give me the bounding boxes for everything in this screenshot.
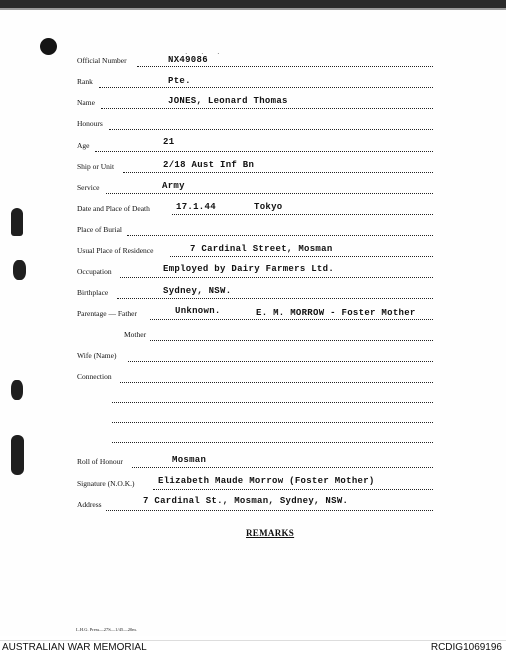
roll-value: Mosman [172,455,207,465]
rank-line [99,87,433,88]
punch-hole [40,38,57,55]
death-line [172,214,433,215]
father-line [150,319,433,320]
ship-value: 2/18 Aust Inf Bn [163,160,255,170]
father-value: Unknown. [175,306,221,316]
death-label: Date and Place of Death [77,204,150,213]
name-label: Name [77,98,95,107]
residence-label: Usual Place of Residence [77,246,154,255]
burial-label: Place of Burial [77,225,122,234]
archive-item-id: RCDIG1069196 [430,642,502,653]
residence-line [170,256,433,257]
death-date-value: 17.1.44 [176,202,216,212]
ship-line [123,172,433,173]
roll-label: Roll of Honour [77,457,123,466]
binder-clip-mark [11,208,23,236]
honours-label: Honours [77,119,103,128]
rank-label: Rank [77,77,93,86]
scan-specks: · · · [185,50,226,58]
archive-name: AUSTRALIAN WAR MEMORIAL [2,642,147,653]
address-line [106,510,433,511]
occupation-value: Employed by Dairy Farmers Ltd. [163,264,335,274]
birthplace-label: Birthplace [77,288,109,297]
address-label: Address [77,500,102,509]
age-value: 21 [163,137,175,147]
occupation-label: Occupation [77,267,112,276]
mother-label: Mother [124,330,147,339]
signature-value: Elizabeth Maude Morrow (Foster Mother) [158,476,375,486]
binder-clip-mark [11,380,23,400]
name-line [101,108,433,109]
rank-value: Pte. [168,76,191,86]
honours-line [109,129,433,130]
official-number-label: Official Number [77,56,127,65]
printer-imprint: L.H.G. Press—27S—1/45—20m. [76,627,137,632]
birthplace-line [117,298,433,299]
occupation-line [120,277,433,278]
remarks-heading: REMARKS [246,528,295,538]
official-number-value: NX49086 [168,55,208,65]
binder-clip-mark [11,435,24,475]
death-place-value: Tokyo [254,202,283,212]
address-value: 7 Cardinal St., Mosman, Sydney, NSW. [143,496,349,506]
signature-line [153,489,433,490]
ship-label: Ship or Unit [77,162,115,171]
roll-line [132,467,433,468]
connection-label: Connection [77,372,112,381]
wife-line [128,361,433,362]
age-line [95,151,433,152]
wife-label: Wife (Name) [77,351,117,360]
binder-clip-mark [13,260,26,280]
service-label: Service [77,183,100,192]
age-label: Age [77,141,90,150]
connection-line [120,382,433,383]
record-card [0,10,506,636]
birthplace-value: Sydney, NSW. [163,286,232,296]
archive-footer [0,640,506,655]
signature-label: Signature (N.O.K.) [77,479,135,488]
connection-line [112,442,433,443]
mother-line [150,340,433,341]
service-value: Army [162,181,185,191]
service-line [106,193,433,194]
burial-line [127,235,433,236]
name-value: JONES, Leonard Thomas [168,96,288,106]
connection-line [112,422,433,423]
parentage-label: Parentage — Father [77,309,137,318]
residence-value: 7 Cardinal Street, Mosman [190,244,333,254]
official-number-line [137,66,433,67]
connection-line [112,402,433,403]
scan-top-border [0,0,506,8]
foster-mother-value: E. M. MORROW - Foster Mother [256,308,416,318]
